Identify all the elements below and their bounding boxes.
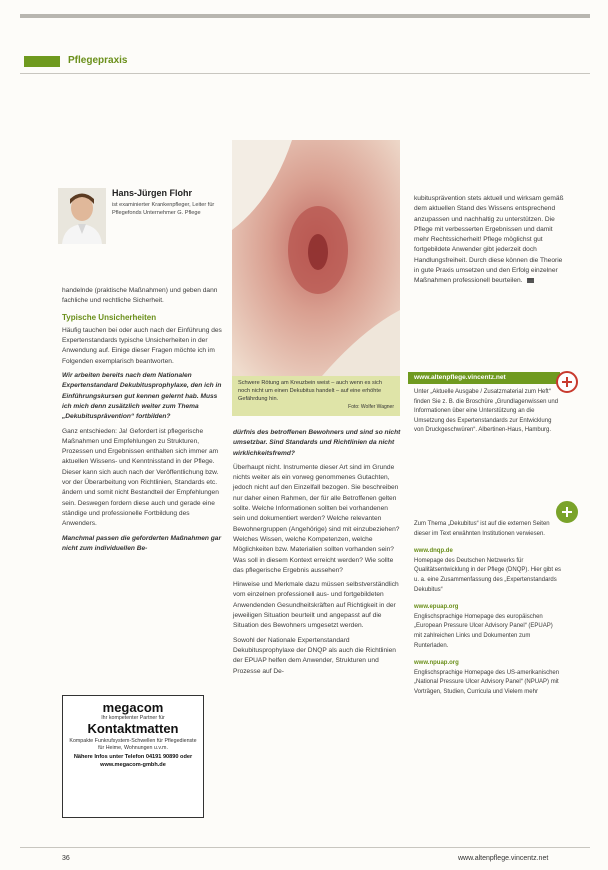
question-2: Manchmal passen die geforderten Maßnahmen gar nicht zum individuellen Be-	[62, 534, 222, 552]
column-2	[233, 428, 401, 681]
ad-tagline: Ihr kompetenter Partner für	[101, 715, 165, 721]
paragraph: Häufig tauchen bei oder auch nach der Einführung des Expertenstandards typische Unsicherheiten in der Anwendung auf. Einige dieser Fragen möchte ich im Folgenden exemplarisch beantworten.	[62, 326, 222, 365]
link-npuap[interactable]: www.npuap.org	[414, 660, 459, 667]
box1-text: Unter „Aktuelle Ausgabe / Zusatzmaterial zum Heft“ finden Sie z. B. die Broschüre „Grundlagenwissen und Informationen über eine Unterstützung an die Umsetzung des Expertenstandards zur Entwicklung von Druckgeschwüren“. Albertinen-Haus, Hamburg.	[414, 389, 559, 434]
paragraph: Hinweise und Merkmale dazu müssen selbstverständlich vom einzelnen professionell aus- und fortgebildeten Anwendenden Gesundheitskräften auf Richtigkeit in der jeweiligen Situation beurteilt und angepasst auf die Situation des Bewohners umgesetzt werden.	[233, 581, 399, 630]
caption-text: Schwere Rötung am Kreuzbein weist – auch wenn es sich noch nicht um einen Dekubitus handelt – auf eine erhöhte Gefährdung hin.	[238, 380, 382, 402]
top-rule	[20, 14, 590, 18]
ad-brand-logo: megacom	[102, 700, 164, 715]
column-1	[62, 286, 222, 558]
box2	[414, 520, 562, 698]
end-mark	[527, 278, 534, 283]
caption-credit: Foto: Wolfer Wagner	[348, 404, 394, 410]
link-dnqp[interactable]: www.dnqp.de	[414, 548, 453, 555]
photo-caption	[232, 376, 400, 416]
section-label: Pflegepraxis	[68, 55, 128, 66]
question-1: Wir arbeiten bereits nach dem Nationalen Expertenstandard Dekubitusprophylaxe, den ich in Einführungskursen gut kennen gelernt hab. Muss ich mich denn zusätzlich weiter zum Thema „Dekubitusprävention“ fortbilden?	[62, 372, 222, 421]
subheading-typical-uncertainties: Typische Unsicherheiten	[62, 312, 157, 322]
footer-url: www.altenpflege.vincentz.net	[458, 855, 549, 862]
author-portrait	[58, 188, 106, 244]
link-epuap-description: Englischsprachige Homepage des europäischen „European Pressure Ulcer Advisory Panel“ (EPUAP) mit zahlreichen Links und Dokumenten zum Runterladen.	[414, 613, 553, 649]
closing-paragraph: kubitusprävention stets aktuell und wirksam gemäß dem aktuellen Stand des Wissens entsprechend anzupassen und nachhaltig zu unterstützen. Die Pflege mit verbesserten Ergebnissen und damit mehr Rechtssicherheit! Pflege möglichst gut fortgebildete Anwender gibt jederzeit doch Handlungsfreiheit. Durch diese können die Theorie in gute Praxis umsetzen und den Erfolg einzelner Maßnahmen professionell beurteilen.	[414, 195, 564, 285]
link-dnqp-description: Homepage des Deutschen Netzwerks für Qualitätsentwicklung in der Pflege (DNQP). Hier gibt es u. a. eine Zusammenfassung des „Expertenstandards Dekubitus“	[414, 557, 562, 593]
footer-divider	[20, 847, 590, 848]
box2-intro: Zum Thema „Dekubitus“ ist auf die externen Seiten dieser im Text erwähnten Institutionen verwiesen.	[414, 521, 550, 537]
intro-paragraph: handelnde (praktische Maßnahmen) und geben dann fachliche und rechtliche Sicherheit.	[62, 287, 218, 305]
link-npuap-description: Englischsprachige Homepage des US-amerikanischen „National Pressure Ulcer Advisory Panel“ (NPUAP) mit Vorträgen, Studien, Curricula und Vielem mehr	[414, 669, 560, 695]
author-box	[58, 188, 218, 248]
header-divider	[20, 73, 590, 74]
wound-photo	[232, 140, 400, 376]
link-epuap[interactable]: www.epuap.org	[414, 604, 459, 611]
column-3	[414, 194, 564, 291]
answer-1: Ganz entschieden: Ja! Gefordert ist pflegerische Maßnahmen und Empfehlungen zu Strukturen, Prozessen und Ergebnissen enthalten sich immer am aktuellen Wissens- und Kenntnisstand in der Pflege. Dieser kann sich auch nach der Veröffentlichung bzw. vor der Überarbeitung von Richtlinien, Standards etc. ändern und somit nicht Bestandteil der Empfehlungen sein. Deswegen fordern diese auch und gerade eine ständige und professionelle Fortbildung des Anwenders.	[62, 427, 219, 528]
ad-headline: Kontaktmatten	[87, 721, 179, 736]
author-name: Hans-Jürgen Flohr	[112, 188, 193, 198]
answer-3: Überhaupt nicht. Instrumente dieser Art sind im Grunde nichts weiter als ein vorweg genommenes Gutachten, jedoch nicht auf den Einzelfall bezogen. Sie beschreiben nur daher einen Rahmen, der für alle Betroffenen gelten sollte. Welche Informationen sollten bei vorhandenen sein und dokumentiert werden? Welche relevanten Bewohnergruppen (Angehörige) sind mit einzubeziehen? Welches Wissen, welche Kompetenzen, welche Möglichkeiten bzw. Materialien sollten vorhanden sein? Was soll in diesem Kontext erreicht werden? Wie sollte das pflegerische Ergebnis aussehen?	[233, 463, 400, 574]
ad-contact: Nähere Infos unter Telefon 04191 90890 oder www.megacom-gmbh.de	[73, 754, 193, 768]
paragraph: Sowohl der Nationale Expertenstandard Dekubitusprophylaxe der DNQP als auch die Richtlinien der EPUAP helfen dem Anwender, Strukturen und Prozesse auf Dе-	[233, 636, 396, 675]
section-color-tag	[24, 56, 60, 67]
box-header-url: www.altenpflege.vincentz.net	[408, 372, 560, 384]
advertisement	[62, 695, 204, 818]
page-number: 36	[62, 855, 70, 862]
author-role: ist examinierter Krankenpfleger, Leiter für Pflegefonds Unternehmer G. Pflege	[112, 202, 215, 216]
question-3: dürfnis des betroffenen Bewohners und sind so nicht umsetzbar. Sind Standards und Richtlinien da nicht wirklichkeitsfremd?	[233, 429, 401, 457]
ad-description: Kompakte Funkrufsystem-Schwellen für Pflegedienste für Heime, Wohnungen u.v.m.	[69, 738, 197, 751]
